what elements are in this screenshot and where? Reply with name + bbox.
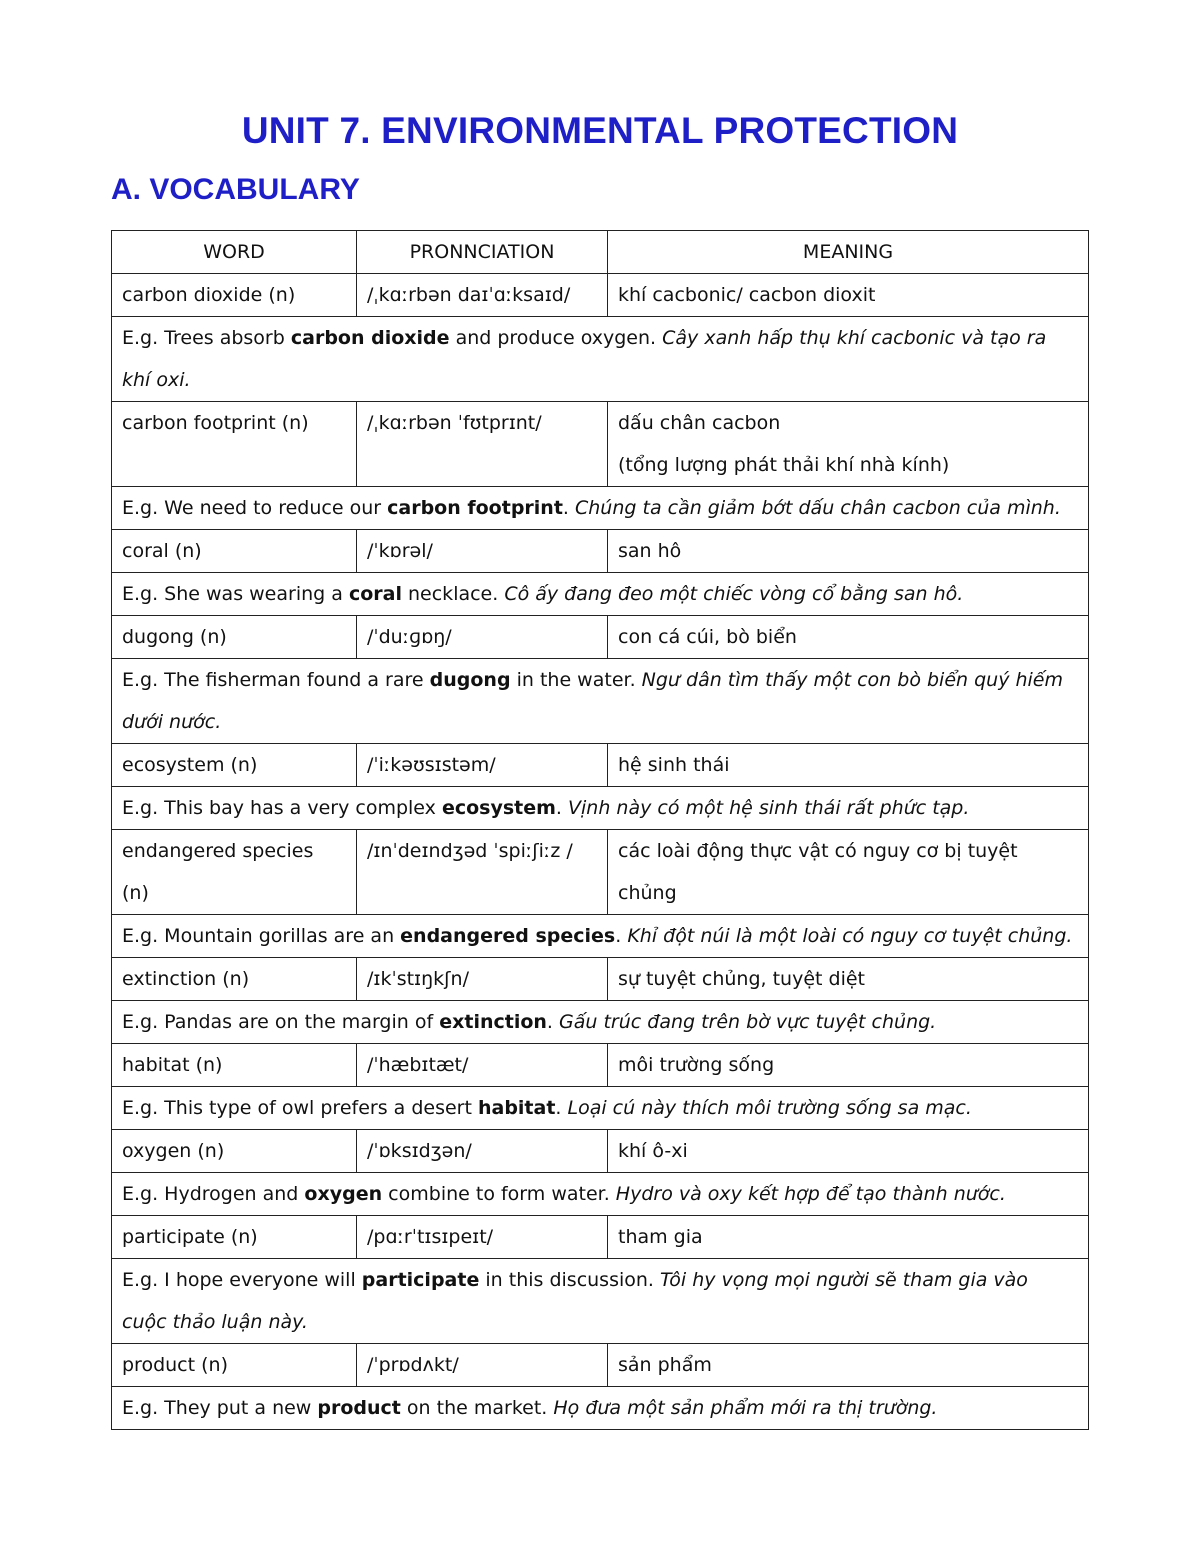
example-row xyxy=(112,915,1089,958)
page-title: UNIT 7. ENVIRONMENTAL PROTECTION xyxy=(241,110,959,151)
vocab-row xyxy=(112,402,1089,487)
vocab-pronunciation: /ˌkɑːrbən daɪˈɑːksaɪd/ xyxy=(357,274,608,317)
vocab-meaning-note: (tổng lượng phát thải khí nhà kính) xyxy=(618,454,950,476)
example-row xyxy=(112,1387,1089,1430)
vocab-pronunciation: /ɪnˈdeɪndʒəd ˈspiːʃiːz / xyxy=(357,830,608,915)
example-suffix: . xyxy=(615,925,628,947)
example-translation: Gấu trúc đang trên bờ vực tuyệt chủng. xyxy=(559,1011,937,1033)
example-translation: Hydro và oxy kết hợp để tạo thành nước. xyxy=(615,1183,1006,1205)
vocab-word: carbon footprint (n) xyxy=(112,402,357,487)
example-sentence xyxy=(112,573,1089,616)
vocab-meaning xyxy=(608,530,1089,573)
example-row xyxy=(112,1173,1089,1216)
vocab-pronunciation: /ˈduːɡɒŋ/ xyxy=(357,616,608,659)
example-suffix: . xyxy=(546,1011,560,1033)
vocab-meaning-text: khí ô-xi xyxy=(618,1140,688,1162)
example-prefix: E.g. Hydrogen and xyxy=(122,1183,305,1205)
vocab-meaning-text: khí cacbonic/ cacbon dioxit xyxy=(618,284,876,306)
vocab-word: coral (n) xyxy=(112,530,357,573)
vocab-pronunciation: /ˈɒksɪdʒən/ xyxy=(357,1130,608,1173)
example-keyword: oxygen xyxy=(304,1183,383,1205)
vocab-meaning xyxy=(608,830,1089,915)
vocabulary-body xyxy=(112,274,1089,1430)
vocab-row xyxy=(112,830,1089,915)
vocab-row xyxy=(112,1044,1089,1087)
example-suffix: and produce oxygen. xyxy=(449,327,663,349)
vocab-word: endangered species (n) xyxy=(112,830,357,915)
vocab-meaning xyxy=(608,1130,1089,1173)
example-row xyxy=(112,573,1089,616)
example-keyword: endangered species xyxy=(400,925,616,947)
example-translation: Cây xanh hấp thụ khí cacbonic và tạo ra khí oxi. xyxy=(122,327,1047,391)
example-row xyxy=(112,1001,1089,1044)
example-prefix: E.g. I hope everyone will xyxy=(122,1269,362,1291)
example-translation: Ngư dân tìm thấy một con bò biển quý hiếm dưới nước. xyxy=(122,669,1064,733)
example-translation: Tôi hy vọng mọi người sẽ tham gia vào cuộc thảo luận này. xyxy=(122,1269,1028,1333)
vocab-row xyxy=(112,1130,1089,1173)
example-sentence xyxy=(112,787,1089,830)
vocab-word: habitat (n) xyxy=(112,1044,357,1087)
vocab-meaning-text: môi trường sống xyxy=(618,1054,775,1076)
example-sentence xyxy=(112,487,1089,530)
example-sentence xyxy=(112,915,1089,958)
example-sentence xyxy=(112,1259,1089,1344)
vocab-pronunciation: /ˈprɒdʌkt/ xyxy=(357,1344,608,1387)
example-prefix: E.g. The fisherman found a rare xyxy=(122,669,430,691)
vocab-meaning xyxy=(608,1216,1089,1259)
example-prefix: E.g. We need to reduce our xyxy=(122,497,388,519)
example-row xyxy=(112,787,1089,830)
header-meaning: MEANING xyxy=(608,231,1089,274)
example-sentence xyxy=(112,317,1089,402)
example-prefix: E.g. This bay has a very complex xyxy=(122,797,442,819)
vocab-meaning-text: dấu chân cacbon xyxy=(618,412,781,434)
example-sentence xyxy=(112,1001,1089,1044)
example-suffix: . xyxy=(555,1097,568,1119)
example-prefix: E.g. She was wearing a xyxy=(122,583,349,605)
vocab-meaning xyxy=(608,1044,1089,1087)
vocab-word: carbon dioxide (n) xyxy=(112,274,357,317)
example-prefix: E.g. They put a new xyxy=(122,1397,318,1419)
example-suffix: on the market. xyxy=(400,1397,554,1419)
vocab-meaning-text: sản phẩm xyxy=(618,1354,712,1376)
example-row xyxy=(112,1259,1089,1344)
example-row xyxy=(112,1087,1089,1130)
example-sentence xyxy=(112,1087,1089,1130)
example-translation: Họ đưa một sản phẩm mới ra thị trường. xyxy=(553,1397,938,1419)
section-heading: A. VOCABULARY xyxy=(111,173,360,206)
vocab-pronunciation: /ɪkˈstɪŋkʃn/ xyxy=(357,958,608,1001)
header-pronunciation: PRONNCIATION xyxy=(357,231,608,274)
example-suffix: in this discussion. xyxy=(479,1269,661,1291)
example-row xyxy=(112,487,1089,530)
example-keyword: habitat xyxy=(477,1097,556,1119)
example-translation: Vịnh này có một hệ sinh thái rất phức tạp. xyxy=(568,797,970,819)
example-keyword: dugong xyxy=(429,669,511,691)
example-suffix: necklace. xyxy=(401,583,505,605)
example-translation: Cô ấy đang đeo một chiếc vòng cổ bằng san hô. xyxy=(504,583,964,605)
vocab-meaning-text: con cá cúi, bò biển xyxy=(618,626,797,648)
vocab-pronunciation: /pɑːrˈtɪsɪpeɪt/ xyxy=(357,1216,608,1259)
example-suffix: in the water. xyxy=(510,669,642,691)
example-prefix: E.g. Trees absorb xyxy=(122,327,291,349)
example-suffix: . xyxy=(562,497,575,519)
example-keyword: product xyxy=(317,1397,401,1419)
vocab-meaning xyxy=(608,958,1089,1001)
vocab-pronunciation: /ˈhæbɪtæt/ xyxy=(357,1044,608,1087)
example-translation: Khỉ đột núi là một loài có nguy cơ tuyệt chủng. xyxy=(627,925,1073,947)
vocab-row xyxy=(112,616,1089,659)
example-row xyxy=(112,659,1089,744)
vocabulary-table xyxy=(111,230,1089,1430)
example-sentence xyxy=(112,659,1089,744)
example-keyword: participate xyxy=(361,1269,480,1291)
vocab-meaning xyxy=(608,1344,1089,1387)
vocab-pronunciation: /ˌkɑːrbən ˈfʊtprɪnt/ xyxy=(357,402,608,487)
example-keyword: ecosystem xyxy=(441,797,556,819)
example-keyword: coral xyxy=(348,583,402,605)
example-prefix: E.g. This type of owl prefers a desert xyxy=(122,1097,478,1119)
vocab-meaning-text: tham gia xyxy=(618,1226,703,1248)
example-translation: Chúng ta cần giảm bớt dấu chân cacbon của mình. xyxy=(575,497,1061,519)
example-prefix: E.g. Pandas are on the margin of xyxy=(122,1011,440,1033)
vocab-word: product (n) xyxy=(112,1344,357,1387)
example-prefix: E.g. Mountain gorillas are an xyxy=(122,925,401,947)
vocab-row xyxy=(112,1344,1089,1387)
vocab-pronunciation: /ˈiːkəʊsɪstəm/ xyxy=(357,744,608,787)
vocab-row xyxy=(112,1216,1089,1259)
example-keyword: carbon dioxide xyxy=(290,327,450,349)
example-translation: Loại cú này thích môi trường sống sa mạc. xyxy=(567,1097,972,1119)
vocab-meaning xyxy=(608,274,1089,317)
vocab-meaning xyxy=(608,402,1089,487)
vocab-word: dugong (n) xyxy=(112,616,357,659)
vocab-meaning-text: hệ sinh thái xyxy=(618,754,730,776)
vocab-meaning-text: san hô xyxy=(618,540,682,562)
vocab-word: ecosystem (n) xyxy=(112,744,357,787)
example-row xyxy=(112,317,1089,402)
vocab-row xyxy=(112,958,1089,1001)
vocab-word: oxygen (n) xyxy=(112,1130,357,1173)
vocab-pronunciation: /ˈkɒrəl/ xyxy=(357,530,608,573)
header-word: WORD xyxy=(112,231,357,274)
vocab-word: participate (n) xyxy=(112,1216,357,1259)
example-keyword: extinction xyxy=(439,1011,547,1033)
vocab-meaning xyxy=(608,616,1089,659)
example-sentence xyxy=(112,1387,1089,1430)
example-keyword: carbon footprint xyxy=(387,497,563,519)
vocab-row xyxy=(112,744,1089,787)
example-suffix: combine to form water. xyxy=(382,1183,616,1205)
vocab-row xyxy=(112,530,1089,573)
vocab-meaning-text: các loài động thực vật có nguy cơ bị tuyệt chủng xyxy=(618,840,1018,904)
example-sentence xyxy=(112,1173,1089,1216)
example-suffix: . xyxy=(555,797,569,819)
vocab-word: extinction (n) xyxy=(112,958,357,1001)
vocab-meaning-text: sự tuyệt chủng, tuyệt diệt xyxy=(618,968,865,990)
vocab-meaning xyxy=(608,744,1089,787)
table-header-row xyxy=(112,231,1089,274)
vocab-row xyxy=(112,274,1089,317)
